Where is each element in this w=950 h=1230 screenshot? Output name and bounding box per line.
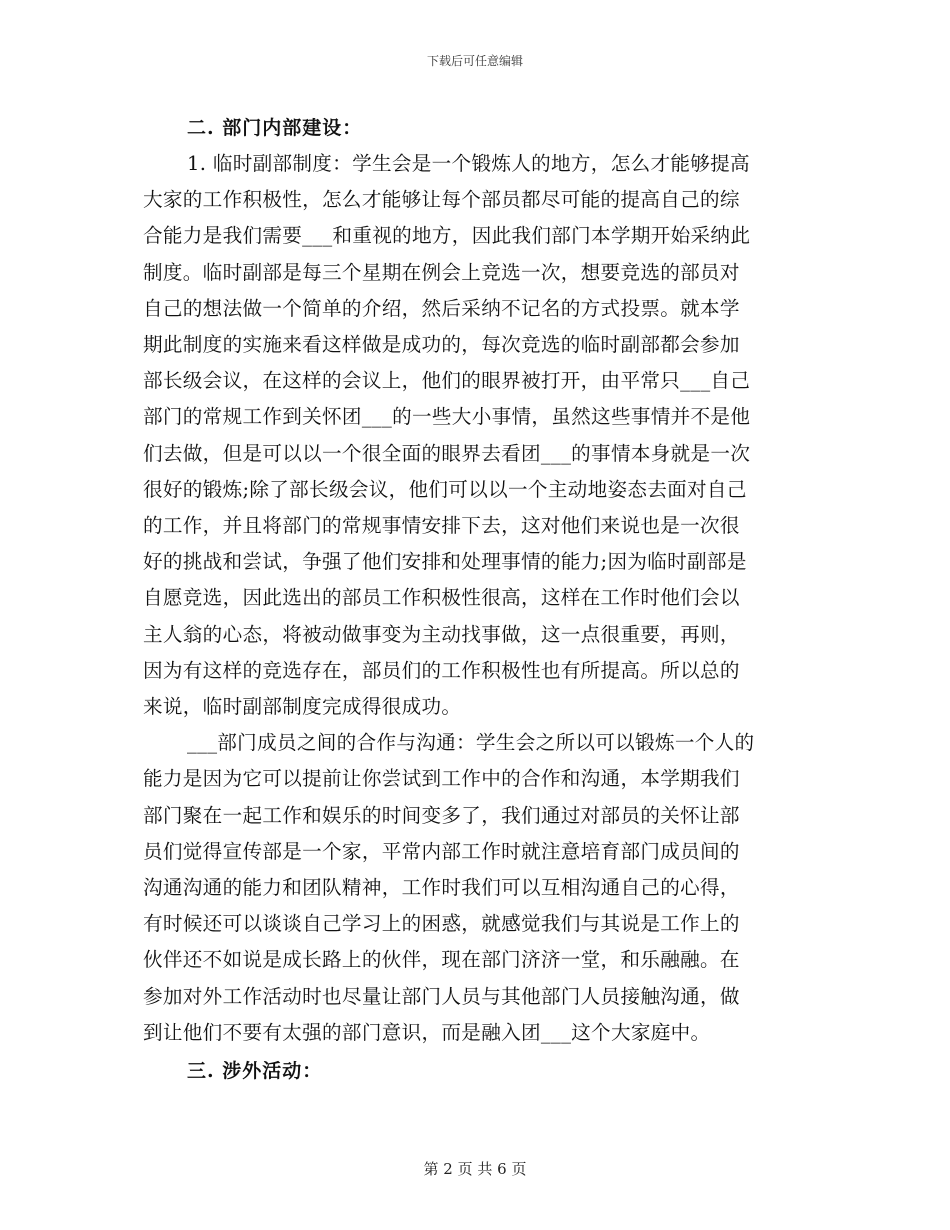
document-body [143,110,807,1089]
text-line: 部门的常规工作到关怀团___的一些大小事情，虽然这些事情并不是他 [143,405,751,429]
text-line: 1. 临时副部制度：学生会是一个锻炼人的地方，怎么才能够提高 [187,152,750,175]
text-line: 合能力是我们需要___和重视的地方，因此我们部门本学期开始采纳此 [143,224,751,248]
text-line: 伙伴还不如说是成长路上的伙伴，现在部门济济一堂，和乐融融。在 [143,948,740,972]
text-line: 自己的想法做一个简单的介绍，然后采纳不记名的方式投票。就本学 [143,296,740,320]
text-line: 能力是因为它可以提前让你尝试到工作中的合作和沟通，本学期我们 [143,767,740,791]
text-line: 的工作，并且将部门的常规事情安排下去，这对他们来说也是一次很 [143,514,740,538]
text-line: 主人翁的心态，将被动做事变为主动找事做，这一点很重要，再则， [143,622,740,646]
text-line: 期此制度的实施来看这样做是成功的，每次竞选的临时副部都会参加 [143,333,740,357]
text-line: 员们觉得宣传部是一个家，平常内部工作时就注意培育部门成员间的 [143,839,740,863]
text-line: ___部门成员之间的合作与沟通：学生会之所以可以锻炼一个人的 [187,731,755,755]
text-line: 们去做，但是可以以一个很全面的眼界去看团___的事情本身就是一次 [143,441,751,465]
text-line: 自愿竞选，因此选出的部员工作积极性很高，这样在工作时他们会以 [143,586,740,610]
page-header: 下载后可任意编辑 [426,54,523,68]
paragraph-temporary-deputy-system [143,146,807,725]
section-heading-3: 三. 涉外活动： [187,1060,323,1083]
text-line: 来说，临时副部制度完成得很成功。 [143,695,462,719]
text-line: 大家的工作积极性，怎么才能够让每个部员都尽可能的提高自己的综 [143,188,740,212]
text-line: 好的挑战和尝试，争强了他们安排和处理事情的能力;因为临时副部是 [143,550,747,574]
text-line: 到让他们不要有太强的部门意识，而是融入团___这个大家庭中。 [143,1020,711,1044]
text-line: 参加对外工作活动时也尽量让部门人员与其他部门人员接触沟通，做 [143,984,740,1008]
paragraph-cooperation-communication [143,725,807,1051]
text-line: 沟通沟通的能力和团队精神，工作时我们可以互相沟通自己的心得， [143,876,740,900]
section-heading-2: 二. 部门内部建设： [187,117,363,139]
text-line: 制度。临时副部是每三个星期在例会上竞选一次，想要竞选的部员对 [143,260,740,284]
text-line: 部长级会议，在这样的会议上，他们的眼界被打开，由平常只___自己 [143,369,751,393]
page-number: 第 2 页 共 6 页 [423,1160,527,1178]
text-line: 很好的锻炼;除了部长级会议，他们可以以一个主动地姿态去面对自己 [143,477,747,501]
text-line: 因为有这样的竞选存在，部员们的工作积极性也有所提高。所以总的 [143,658,740,682]
text-line: 部门聚在一起工作和娱乐的时间变多了，我们通过对部员的关怀让部 [143,803,740,827]
text-line: 有时候还可以谈谈自己学习上的困惑，就感觉我们与其说是工作上的 [143,912,740,936]
